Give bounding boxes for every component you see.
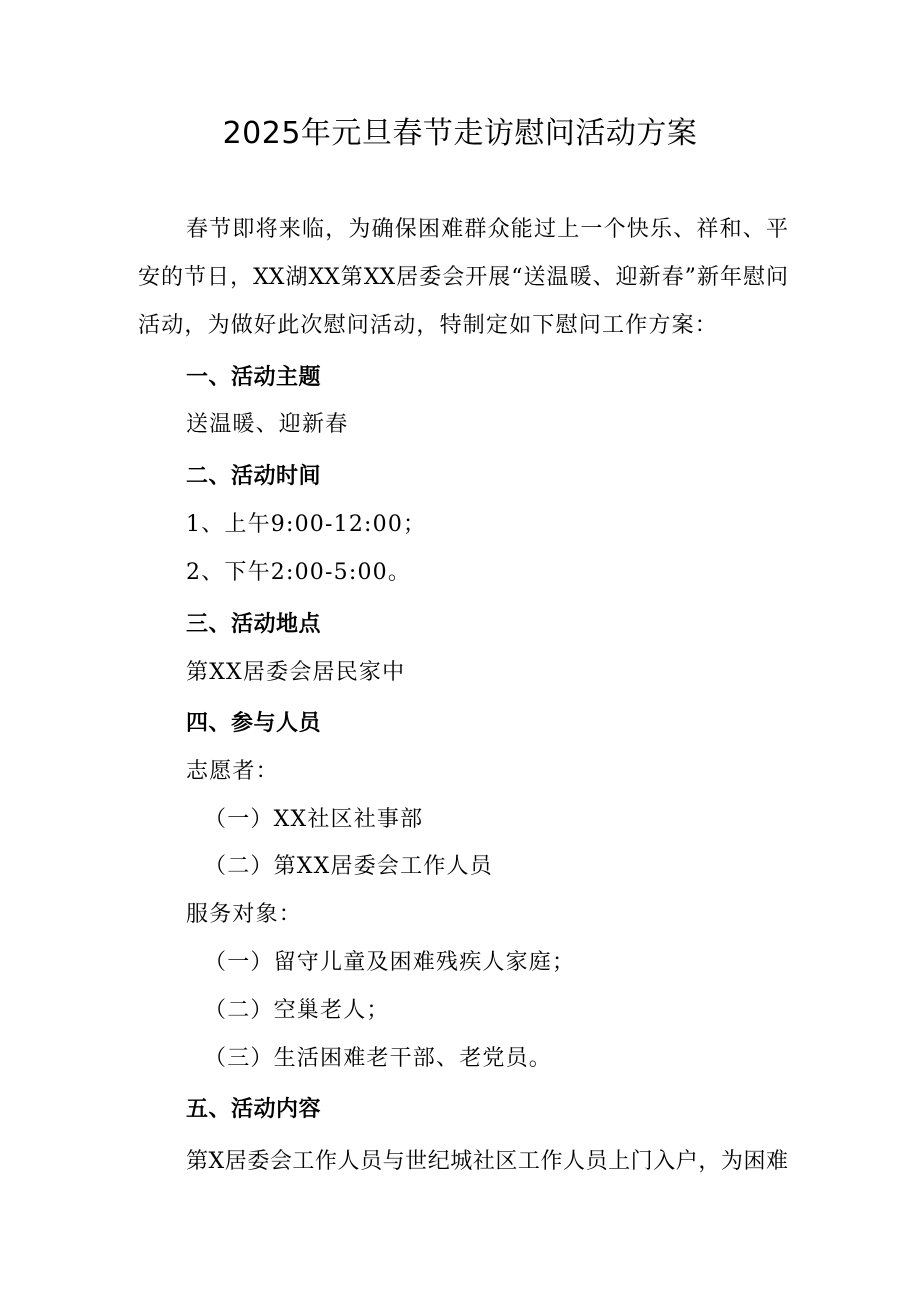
target-item-2: （二）空巢老人； bbox=[204, 998, 390, 1023]
intro-line-1: 春节即将来临，为确保困难群众能过上一个快乐、祥和、平 bbox=[186, 217, 788, 242]
time-item-2: 2、下午2:00-5:00。 bbox=[186, 560, 412, 585]
volunteer-item-2: （二）第XX居委会工作人员 bbox=[204, 854, 493, 879]
targets-label: 服务对象： bbox=[186, 902, 303, 927]
section-content-heading: 五、活动内容 bbox=[186, 1097, 322, 1122]
section-people-heading: 四、参与人员 bbox=[186, 711, 322, 736]
content-text: 第X居委会工作人员与世纪城社区工作人员上门入户，为困难 bbox=[186, 1149, 788, 1174]
target-item-3: （三）生活困难老干部、老党员。 bbox=[204, 1046, 553, 1071]
document-title: 2025年元旦春节走访慰问活动方案 bbox=[222, 116, 698, 151]
section-time-heading: 二、活动时间 bbox=[186, 464, 322, 489]
theme-content: 送温暖、迎新春 bbox=[186, 412, 349, 437]
volunteer-item-1: （一）XX社区社事部 bbox=[204, 807, 424, 832]
target-item-1: （一）留守儿童及困难残疾人家庭； bbox=[204, 950, 576, 975]
intro-line-3: 活动，为做好此次慰问活动，特制定如下慰问工作方案： bbox=[138, 313, 719, 338]
volunteers-label: 志愿者： bbox=[186, 759, 279, 784]
intro-line-2: 安的节日，XX湖XX第XX居委会开展“送温暖、迎新春”新年慰问 bbox=[138, 265, 788, 290]
place-content: 第XX居委会居民家中 bbox=[186, 660, 406, 685]
section-place-heading: 三、活动地点 bbox=[186, 612, 322, 637]
time-item-1: 1、上午9:00-12:00； bbox=[186, 512, 427, 537]
section-theme-heading: 一、活动主题 bbox=[186, 365, 322, 390]
